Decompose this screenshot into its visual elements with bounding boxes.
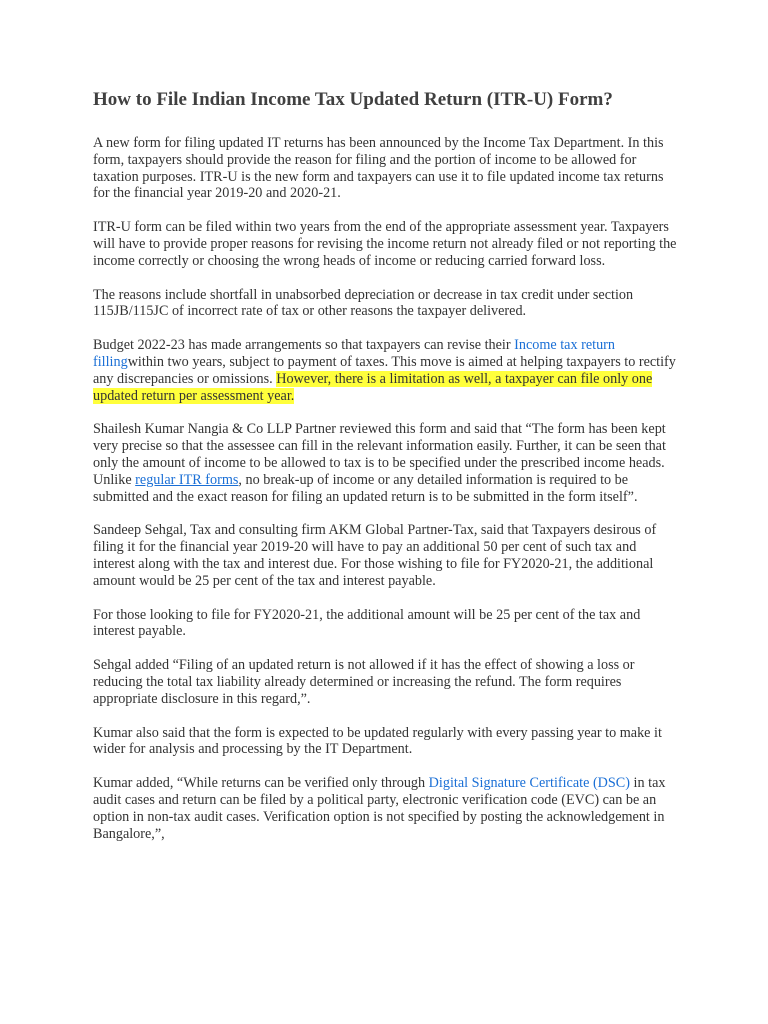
paragraph-reasons: The reasons include shortfall in unabsorbed depreciation or decrease in tax credit under section 115JB/115JC of incorrect rate of tax or other reasons the taxpayer delivered. [93,286,634,320]
paragraph-kumar-update: Kumar also said that the form is expected to be updated regularly with every passing year to make it wider for analysis and processing by the IT Department. [93,724,662,758]
article-title: How to File Indian Income Tax Updated Return (ITR-U) Form? [93,89,613,110]
budget-text-before: Budget 2022-23 has made arrangements so that taxpayers can revise their [93,337,515,354]
paragraph-nangia-quote [93,421,681,505]
income-tax-return-link[interactable]: Income tax return filling [93,337,615,370]
document-page [93,88,681,859]
digital-signature-certificate-link[interactable]: Digital Signature Certificate (DSC) [428,775,630,792]
paragraph-sehgal-fees: Sandeep Sehgal, Tax and consulting firm AKM Global Partner-Tax, said that Taxpayers desirous of filing it for the financial year 2019-20 will have to pay an additional 50 per cent of such tax and interest along with the tax and interest due. For those wishing to file for FY2020-21, the additional amount would be 25 per cent of the tax and interest payable. [93,522,657,589]
kumar-text-after: in tax audit cases and return can be filed by a political party, electronic verification code (EVC) can be an option in non-tax audit cases. Verification option is not specified by posting the acknowledgement in Bangalore,”, [93,775,666,842]
paragraph-sehgal-quote: Sehgal added “Filing of an updated return is not allowed if it has the effect of showing a loss or reducing the total tax liability already determined or increasing the refund. The form requires appropriate disclosure in this regard,”. [93,657,635,707]
highlighted-limitation-text: However, there is a limitation as well, a taxpayer can file only one updated return per assessment year. [93,370,653,404]
paragraph-intro: A new form for filing updated IT returns has been announced by the Income Tax Department. In this form, taxpayers should provide the reason for filing and the portion of income to be allowed for taxation purposes. ITR-U is the new form and taxpayers can use it to file updated income tax returns for the financial year 2019-20 and 2020-21. [93,135,664,202]
paragraph-budget [93,337,681,404]
kumar-text-before: Kumar added, “While returns can be verified only through [93,775,429,792]
nangia-text-before: Shailesh Kumar Nangia & Co LLP Partner reviewed this form and said that “The form has been kept very precise so that the assessee can fill in the relevant information easily. Further, it can be seen that only the amount of income to be allowed to tax is to be specified under the prescribed income heads. Unlike [93,421,666,488]
paragraph-filing-window: ITR-U form can be filed within two years from the end of the appropriate assessment year. Taxpayers will have to provide proper reasons for revising the income return not already filed or not reporting the income correctly or choosing the wrong heads of income or reducing carried forward loss. [93,219,677,269]
budget-text-middle: within two years, subject to payment of taxes. This move is aimed at helping taxpayers to rectify any discrepancies or omissions. [93,353,676,387]
paragraph-kumar-verification [93,775,681,842]
nangia-text-after: , no break-up of income or any detailed information is required to be submitted and the exact reason for filing an updated return is to be submitted in the form itself”. [93,471,638,505]
paragraph-fy2020-21: For those looking to file for FY2020-21, the additional amount will be 25 per cent of the tax and interest payable. [93,606,641,640]
regular-itr-forms-link[interactable]: regular ITR forms [135,471,239,488]
